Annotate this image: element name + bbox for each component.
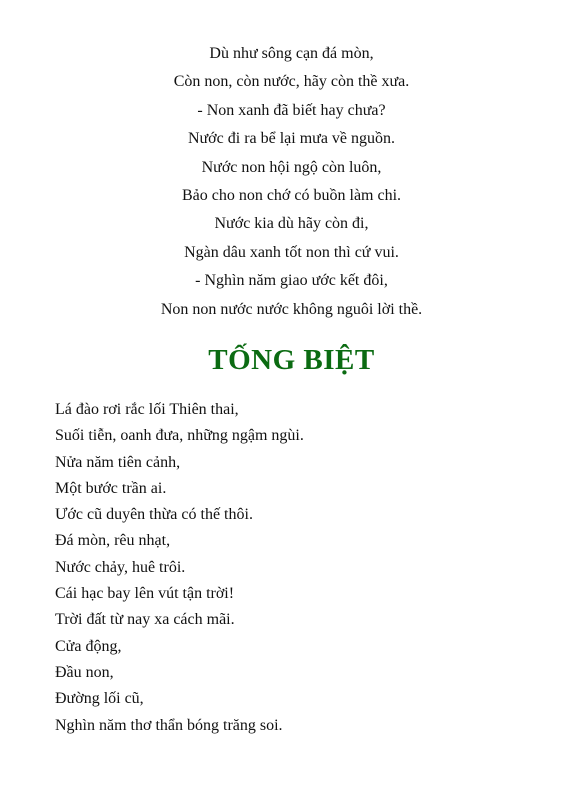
poem-top-line: - Non xanh đã biết hay chưa?: [197, 101, 386, 119]
poem-title: TỐNG BIỆT: [208, 344, 375, 376]
poem-bottom-line: Đầu non,: [55, 663, 114, 681]
poem-bottom-line: Ước cũ duyên thừa có thế thôi.: [55, 506, 253, 524]
poem-bottom: [55, 400, 555, 742]
poem-bottom-line: Đá mòn, rêu nhạt,: [55, 532, 171, 550]
poem-top-line: Ngàn dâu xanh tốt non thì cứ vui.: [184, 243, 399, 261]
poem-bottom-line: Cái hạc bay lên vút tận trời!: [55, 585, 235, 603]
poem-top-line: Nước non hội ngộ còn luôn,: [201, 158, 382, 176]
poem-bottom-line: Suối tiễn, oanh đưa, những ngậm ngùi.: [55, 427, 304, 445]
poem-top-line: Nước đi ra bể lại mưa về nguồn.: [187, 130, 396, 148]
poem-bottom-line: Cửa động,: [55, 637, 122, 655]
poem-top-line: Còn non, còn nước, hãy còn thề xưa.: [173, 73, 410, 91]
poem-top-line: - Nghìn năm giao ước kết đôi,: [195, 272, 388, 290]
poem-bottom-line: Lá đào rơi rắc lối Thiên thai,: [55, 401, 239, 418]
poem-top-line: Bảo cho non chớ có buồn làm chi.: [181, 186, 402, 204]
poem-top-line: Dù như sông cạn đá mòn,: [209, 45, 374, 62]
poem-bottom-line: Nghìn năm thơ thẩn bóng trăng soi.: [55, 716, 283, 734]
poem-bottom-line: Nước chảy, huê trôi.: [55, 558, 186, 576]
poem-bottom-line: Nửa năm tiên cảnh,: [55, 453, 181, 471]
poem-bottom-line: Một bước trần ai.: [55, 479, 167, 497]
poem-bottom-line: Trời đất từ nay xa cách mãi.: [55, 611, 235, 629]
poem-bottom-line: Đường lối cũ,: [55, 690, 144, 708]
poem-top-line: Nước kia dù hãy còn đi,: [214, 215, 369, 233]
poem-top: [0, 44, 583, 328]
poem-top-line: Non non nước nước không nguôi lời thề.: [160, 300, 423, 318]
